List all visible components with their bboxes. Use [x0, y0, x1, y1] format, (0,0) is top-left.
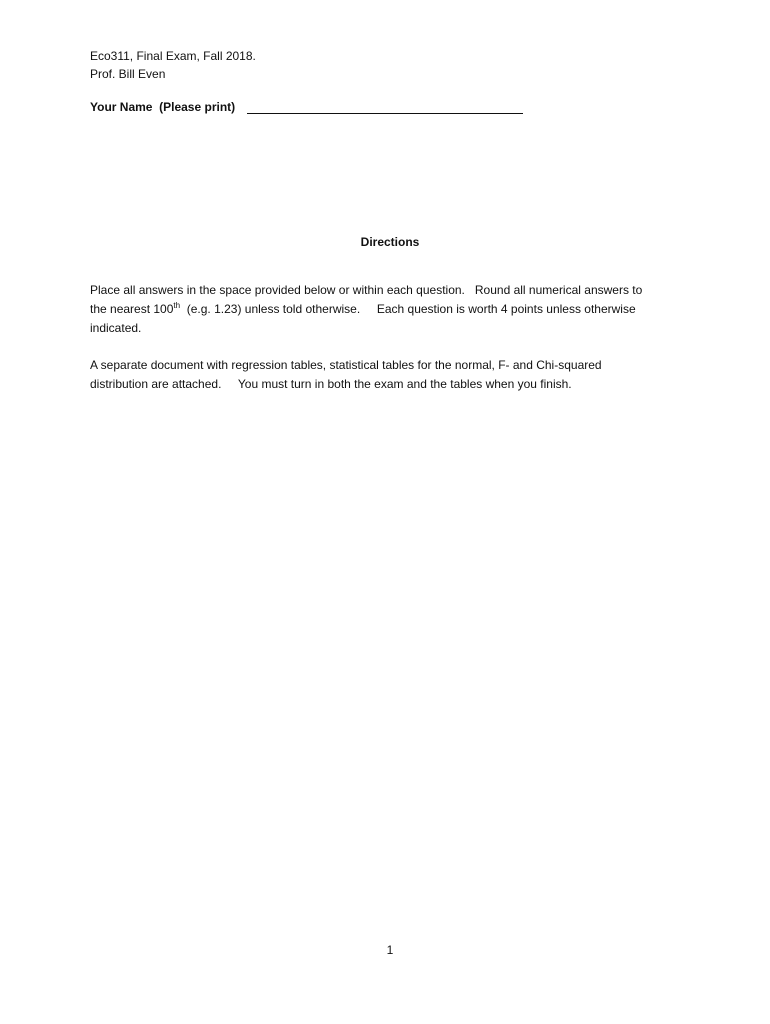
para1-line2-post: (e.g. 1.23) unless told otherwise. Each question is worth 4 points unless otherwise	[180, 302, 636, 316]
course-line: Eco311, Final Exam, Fall 2018.	[90, 49, 256, 63]
page-number: 1	[386, 943, 394, 957]
para1-line2	[90, 300, 690, 319]
name-label: Your Name (Please print)	[90, 100, 236, 114]
name-blank-line	[247, 101, 523, 114]
para2-line2: distribution are attached. You must turn in both the exam and the tables when you finish.	[90, 377, 572, 391]
para1-line3: indicated.	[90, 321, 142, 335]
directions-heading: Directions	[360, 235, 420, 249]
exam-header	[90, 47, 256, 83]
student-name-field	[90, 100, 523, 114]
professor-line: Prof. Bill Even	[90, 67, 166, 81]
directions-paragraph-2	[90, 356, 690, 394]
directions-paragraph-1	[90, 281, 690, 338]
para1-line1: Place all answers in the space provided below or within each question. Round all numerical answers to	[90, 283, 643, 297]
para1-superscript: th	[173, 301, 181, 310]
para2-line1: A separate document with regression tables, statistical tables for the normal, F- and Chi-squared	[90, 358, 602, 372]
para1-line2-pre: the nearest 100	[90, 302, 174, 316]
